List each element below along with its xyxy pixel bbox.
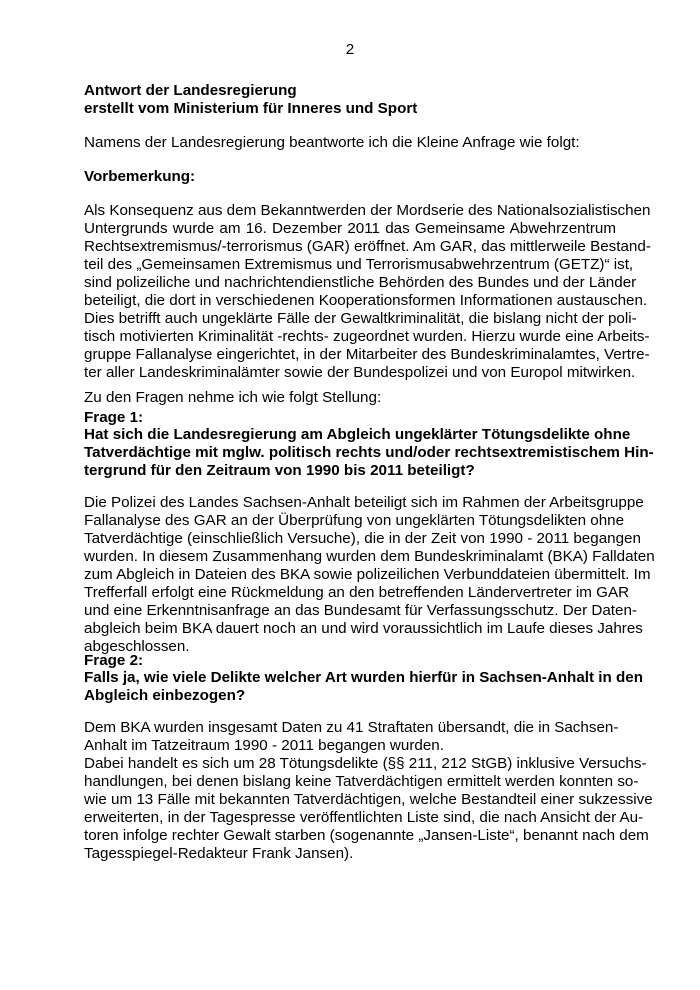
answer-line: toren infolge rechter Gewalt starben (sogenannte „Jansen-Liste“, benannt nach dem [84, 827, 649, 844]
question-line: Hat sich die Landesregierung am Abgleich ungeklärter Tötungsdelikte ohne [84, 426, 631, 443]
paragraph-line: beteiligt, die dort in verschiedenen Kooperationsformen Informationen austauschen. [84, 292, 648, 309]
paragraph-line: Untergrunds wurde am 16. Dezember 2011 das Gemeinsame Abwehrzentrum [84, 220, 616, 237]
answer-line: und eine Erkenntnisanfrage an das Bundesamt für Verfassungsschutz. Der Daten- [84, 602, 637, 619]
paragraph-line: gruppe Fallanalyse eingerichtet, in der Mitarbeiter des Bundeskriminalamtes, Vertre- [84, 346, 650, 363]
answer-line: Tagesspiegel-Redakteur Frank Jansen). [84, 845, 354, 862]
page-number: 2 [345, 41, 355, 58]
answer-line: abgleich beim BKA dauert noch an und wird voraussichtlich im Laufe dieses Jahres [84, 620, 643, 637]
answer-line: Tatverdächtige (einschließlich Versuche), die in der Zeit von 1990 - 2011 begangen [84, 530, 641, 547]
vorbemerkung-heading: Vorbemerkung: [84, 168, 196, 185]
header-line-1: Antwort der Landesregierung [84, 82, 297, 99]
paragraph-line: Dies betrifft auch ungeklärte Fälle der Gewaltkriminalität, die bislang nicht der poli- [84, 310, 637, 327]
answer-line: Dabei handelt es sich um 28 Tötungsdelikte (§§ 211, 212 StGB) inklusive Versuchs- [84, 755, 647, 772]
paragraph-line: Als Konsequenz aus dem Bekanntwerden der Mordserie des Nationalsozialistischen [84, 202, 651, 219]
frage2-answer [84, 719, 653, 863]
answer-line: wurden. In diesem Zusammenhang wurden dem Bundeskriminalamt (BKA) Falldaten [84, 548, 655, 565]
question-line: Abgleich einbezogen? [84, 687, 246, 704]
paragraph-line: tisch motivierten Kriminalität -rechts- zugeordnet wurden. Hierzu wurde eine Arbeits- [84, 328, 650, 345]
frage1-question [84, 426, 654, 480]
answer-line: wie um 13 Fälle mit bekannten Tatverdächtigen, welche Bestandteil einer sukzessive [84, 791, 653, 808]
answer-line: handlungen, bei denen bislang keine Tatverdächtigen ermittelt werden konnten so- [84, 773, 639, 790]
answer-line: Fallanalyse des GAR an der Überprüfung von ungeklärten Tötungsdelikten ohne [84, 512, 625, 529]
answer-line: Trefferfall erfolgt eine Rückmeldung an den betreffenden Ländervertreter im GAR [84, 584, 630, 601]
paragraph-line: Rechtsextremismus/-terrorismus (GAR) eröffnet. Am GAR, das mittlerweile Bestand- [84, 238, 651, 255]
answer-line: zum Abgleich in Dateien des BKA sowie polizeilichen Verbunddateien übermittelt. Im [84, 566, 651, 583]
frage2-label: Frage 2: [84, 652, 144, 669]
paragraph-line: ter aller Landeskriminalämter sowie der Bundespolizei und von Europol mitwirken. [84, 364, 636, 381]
frage1-answer [84, 494, 655, 656]
answer-line: Anhalt im Tatzeitraum 1990 - 2011 begangen wurden. [84, 737, 444, 754]
intro-text: Namens der Landesregierung beantworte ich die Kleine Anfrage wie folgt: [84, 134, 580, 151]
answer-line: erweiterten, in der Tagespresse veröffentlichten Liste sind, die nach Ansicht der Au- [84, 809, 644, 826]
frage2-question [84, 669, 643, 705]
vorbemerkung-paragraph [84, 202, 651, 382]
question-line: Falls ja, wie viele Delikte welcher Art wurden hierfür in Sachsen-Anhalt in den [84, 669, 643, 686]
header-line-2: erstellt vom Ministerium für Inneres und Sport [84, 100, 418, 117]
question-line: Tatverdächtige mit mglw. politisch rechts und/oder rechtsextremistischem Hin- [84, 444, 654, 461]
question-line: tergrund für den Zeitraum von 1990 bis 2011 beteiligt? [84, 462, 475, 479]
transition-text: Zu den Fragen nehme ich wie folgt Stellung: [84, 389, 382, 406]
paragraph-line: sind polizeiliche und nachrichtendienstliche Behörden des Bundes und der Länder [84, 274, 637, 291]
answer-line: Die Polizei des Landes Sachsen-Anhalt beteiligt sich im Rahmen der Arbeitsgruppe [84, 494, 644, 511]
paragraph-line: teil des „Gemeinsamen Extremismus und Terrorismusabwehrzentrum (GETZ)“ ist, [84, 256, 634, 273]
answer-line: abgeschlossen. [84, 638, 190, 655]
frage1-label: Frage 1: [84, 409, 144, 426]
answer-line: Dem BKA wurden insgesamt Daten zu 41 Straftaten übersandt, die in Sachsen- [84, 719, 619, 736]
